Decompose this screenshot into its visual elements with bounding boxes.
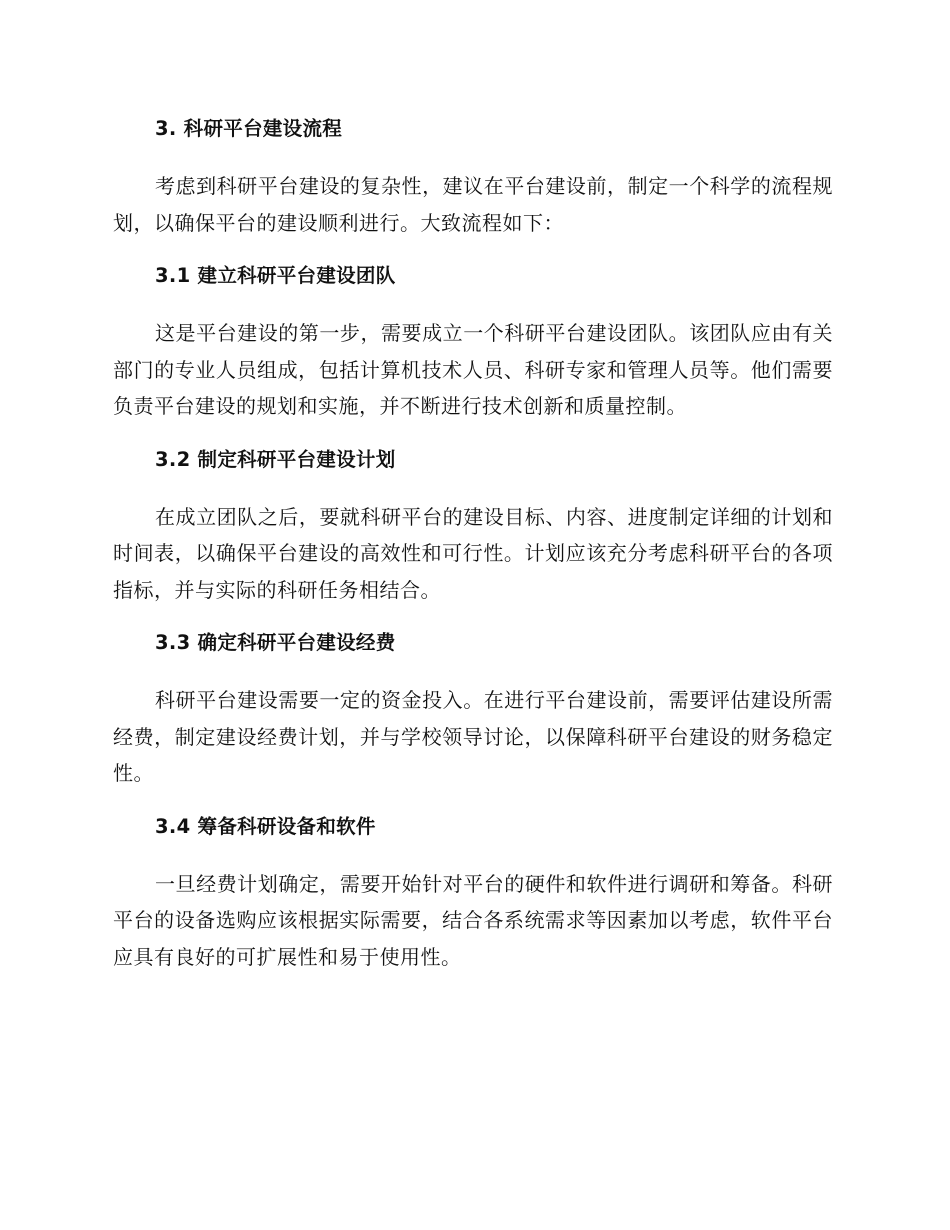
subsection-body-3-2: 在成立团队之后，要就科研平台的建设目标、内容、进度制定详细的计划和时间表，以确保平台建设的高效性和可行性。计划应该充分考虑科研平台的各项指标，并与实际的科研任务相结合。 [113, 504, 833, 602]
section-intro-paragraph: 考虑到科研平台建设的复杂性，建议在平台建设前，制定一个科学的流程规划，以确保平台的建设顺利进行。大致流程如下： [113, 174, 833, 235]
subsection-title-3-3: 3.3 确定科研平台建设经费 [155, 631, 396, 654]
subsection-body-3-3: 科研平台建设需要一定的资金投入。在进行平台建设前，需要评估建设所需经费，制定建设经费计划，并与学校领导讨论，以保障科研平台建设的财务稳定性。 [113, 688, 833, 785]
subsection-title-3-2: 3.2 制定科研平台建设计划 [155, 447, 396, 471]
subsection-title-3-4: 3.4 筹备科研设备和软件 [155, 814, 376, 838]
subsection-body-3-4: 一旦经费计划确定，需要开始针对平台的硬件和软件进行调研和筹备。科研平台的设备选购应该根据实际需要，结合各系统需求等因素加以考虑，软件平台应具有良好的可扩展性和易于使用性。 [113, 871, 833, 969]
document-page [113, 112, 833, 975]
subsection-title-3-1: 3.1 建立科研平台建设团队 [155, 264, 396, 287]
section-title: 3. 科研平台建设流程 [155, 117, 343, 140]
subsection-body-3-1: 这是平台建设的第一步，需要成立一个科研平台建设团队。该团队应由有关部门的专业人员组成，包括计算机技术人员、科研专家和管理人员等。他们需要负责平台建设的规划和实施，并不断进行技术创新和质量控制。 [113, 321, 833, 418]
